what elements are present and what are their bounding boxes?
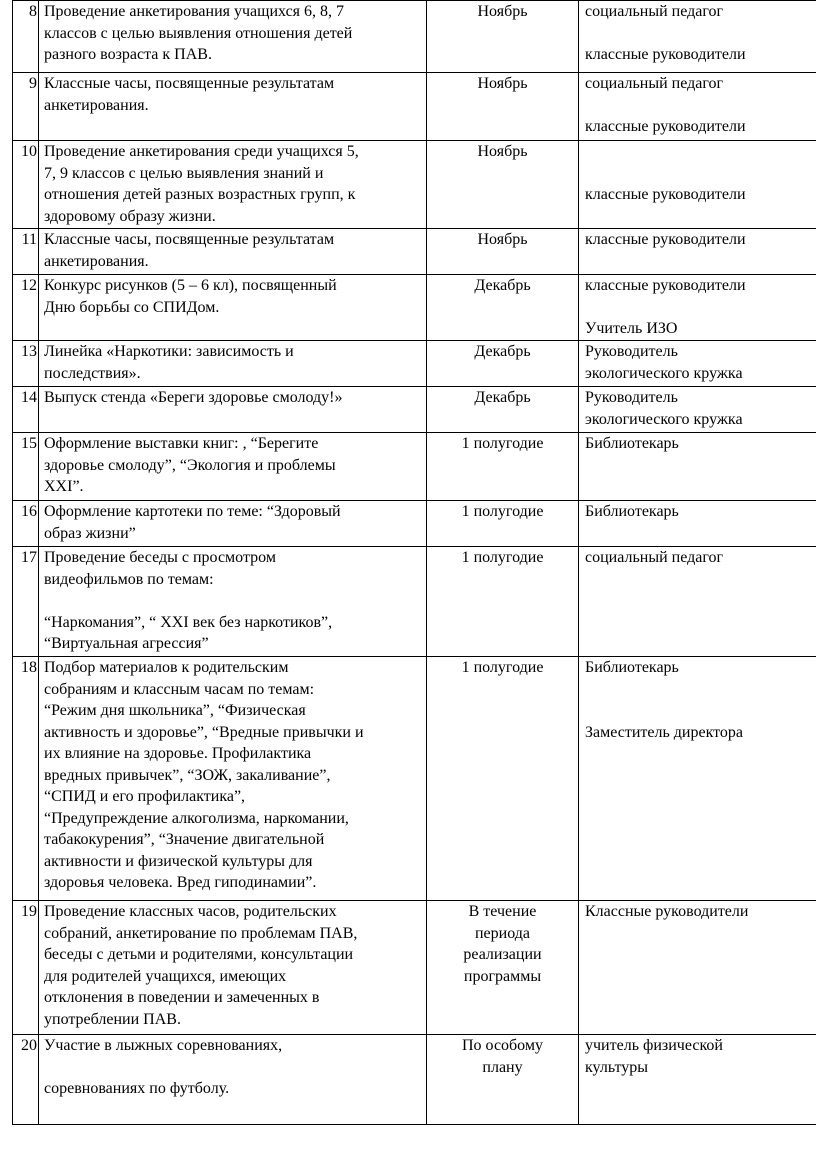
responsible-cell-line: классные руководители xyxy=(585,277,746,294)
activity-cell-line: образ жизни” xyxy=(44,524,136,542)
table-row xyxy=(13,547,816,657)
table-row xyxy=(13,73,816,141)
activity-cell-line: Подбор материалов к родительским xyxy=(44,659,289,676)
period-cell-line: В течение xyxy=(468,903,537,920)
activity-cell-line: отношения детей разных возрастных групп, к xyxy=(44,186,356,203)
responsible-cell xyxy=(579,501,816,547)
period-cell xyxy=(427,1035,579,1125)
activity-cell-line: отклонения в поведении и замеченных в xyxy=(44,989,320,1006)
activity-cell xyxy=(39,275,427,341)
period-cell-line: реализации xyxy=(463,946,542,963)
responsible-cell-line: классные руководители xyxy=(585,46,746,63)
activity-cell-line: здоровье смолоду”, “Экология и проблемы xyxy=(44,456,336,474)
responsible-cell-line: классные руководители xyxy=(585,186,746,203)
spacer xyxy=(585,297,816,319)
responsible-cell-line: Библиотекарь xyxy=(585,659,679,676)
row-number: 19 xyxy=(13,901,39,1035)
row-number: 9 xyxy=(13,73,39,141)
activity-cell-line: активности и физической культуры для xyxy=(44,852,313,870)
activity-cell-line: табакокурения”, “Значение двигательной xyxy=(44,831,325,848)
responsible-cell xyxy=(579,73,816,141)
table-row xyxy=(13,275,816,341)
activity-cell-line: “СПИД и его профилактика”, xyxy=(44,788,246,805)
activity-cell-line: “Наркомания”, “ XXI век без наркотиков”, xyxy=(44,613,333,631)
activity-cell-line: Проведение классных часов, родительских xyxy=(44,903,337,920)
table-row xyxy=(13,229,816,275)
spacer xyxy=(44,1057,424,1079)
row-number: 14 xyxy=(13,387,39,433)
responsible-cell-line: социальный педагог xyxy=(585,75,724,92)
activity-cell-line: анкетирования. xyxy=(44,96,149,114)
responsible-cell-line: культуры xyxy=(585,1058,649,1076)
activity-cell-line: анкетирования. xyxy=(44,252,149,270)
responsible-cell-line: классные руководители xyxy=(585,231,746,248)
responsible-cell-line: Заместитель директора xyxy=(585,723,744,741)
period-cell xyxy=(427,387,579,433)
activity-cell xyxy=(39,387,427,433)
spacer xyxy=(44,590,424,612)
responsible-cell-line: классные руководители xyxy=(585,118,746,135)
responsible-cell-line: социальный педагог xyxy=(585,3,724,20)
activity-cell xyxy=(39,901,427,1035)
period-cell-line: Ноябрь xyxy=(477,3,528,20)
period-cell-line: 1 полугодие xyxy=(461,503,544,520)
period-cell-line: Декабрь xyxy=(474,277,531,294)
period-cell-line: Декабрь xyxy=(474,389,531,406)
responsible-cell xyxy=(579,901,816,1035)
activity-cell-line: “Виртуальная агрессия” xyxy=(44,635,209,652)
row-number: 20 xyxy=(13,1035,39,1125)
activity-cell xyxy=(39,73,427,141)
table-row xyxy=(13,433,816,501)
responsible-cell xyxy=(579,229,816,275)
table-row xyxy=(13,387,816,433)
activity-cell xyxy=(39,657,427,901)
spacer xyxy=(585,679,816,701)
spacer xyxy=(585,163,816,185)
responsible-cell-line: Учитель ИЗО xyxy=(585,320,678,337)
activity-cell-line: XXI”. xyxy=(44,478,84,495)
responsible-cell xyxy=(579,1035,816,1125)
activity-cell-line: разного возраста к ПАВ. xyxy=(44,46,212,63)
activity-cell-line: активность и здоровье”, “Вредные привычки и xyxy=(44,723,364,741)
period-cell xyxy=(427,73,579,141)
row-number: 16 xyxy=(13,501,39,547)
period-cell-line: 1 полугодие xyxy=(461,659,544,676)
period-cell xyxy=(427,275,579,341)
activity-cell-line: собраниям и классным часам по темам: xyxy=(44,680,315,698)
activity-cell-line: Выпуск стенда «Береги здоровье смолоду!» xyxy=(44,389,343,406)
period-cell xyxy=(427,141,579,229)
activity-cell-line: употреблении ПАВ. xyxy=(44,1010,181,1028)
activity-cell-line: Конкурс рисунков (5 – 6 кл), посвященный xyxy=(44,277,337,294)
spacer xyxy=(585,700,816,722)
activity-cell xyxy=(39,1,427,73)
activity-cell-line: “Предупреждение алкоголизма, наркомании, xyxy=(44,809,349,827)
period-cell-line: Ноябрь xyxy=(477,143,528,160)
activity-cell-line: Проведение анкетирования учащихся 6, 8, 7 xyxy=(44,3,345,20)
activity-cell-line: их влияние на здоровье. Профилактика xyxy=(44,745,312,762)
activity-cell xyxy=(39,229,427,275)
activity-cell xyxy=(39,547,427,657)
responsible-cell xyxy=(579,341,816,387)
activity-cell-line: Оформление выставки книг: , “Берегите xyxy=(44,435,319,452)
row-number: 11 xyxy=(13,229,39,275)
table-row xyxy=(13,1,816,73)
activity-cell-line: Классные часы, посвященные результатам xyxy=(44,75,335,92)
period-cell xyxy=(427,341,579,387)
row-number: 8 xyxy=(13,1,39,73)
period-cell xyxy=(427,229,579,275)
activity-cell-line: Классные часы, посвященные результатам xyxy=(44,231,335,248)
responsible-cell xyxy=(579,547,816,657)
table-row xyxy=(13,657,816,901)
table-row xyxy=(13,341,816,387)
responsible-cell-line: Классные руководители xyxy=(585,903,749,920)
responsible-cell-line: Руководитель xyxy=(585,343,678,360)
row-number: 15 xyxy=(13,433,39,501)
period-cell-line: программы xyxy=(463,967,542,985)
period-cell-line: плану xyxy=(482,1058,523,1076)
responsible-cell xyxy=(579,141,816,229)
spacer xyxy=(585,95,816,117)
period-cell xyxy=(427,1,579,73)
period-cell-line: Ноябрь xyxy=(477,75,528,92)
activity-cell xyxy=(39,1035,427,1125)
activity-cell-line: “Режим дня школьника”, “Физическая xyxy=(44,702,306,719)
responsible-cell xyxy=(579,1,816,73)
period-cell-line: 1 полугодие xyxy=(461,549,544,566)
table-body xyxy=(13,1,816,1125)
responsible-cell-line: экологического кружка xyxy=(585,364,743,382)
table-row xyxy=(13,1035,816,1125)
activity-cell-line: Проведение беседы с просмотром xyxy=(44,549,276,566)
period-cell xyxy=(427,657,579,901)
row-number: 17 xyxy=(13,547,39,657)
table-row xyxy=(13,501,816,547)
period-cell xyxy=(427,501,579,547)
responsible-cell-line: экологического кружка xyxy=(585,410,743,428)
responsible-cell-line: социальный педагог xyxy=(585,549,724,566)
activities-table xyxy=(12,0,816,1125)
activity-cell xyxy=(39,341,427,387)
activity-cell xyxy=(39,141,427,229)
responsible-cell-line: учитель физической xyxy=(585,1037,723,1054)
period-cell-line: Ноябрь xyxy=(477,231,528,248)
period-cell xyxy=(427,901,579,1035)
activity-cell xyxy=(39,433,427,501)
spacer xyxy=(585,23,816,45)
activity-cell-line: беседы с детьми и родителями, консультации xyxy=(44,946,354,963)
activity-cell-line: классов с целью выявления отношения детей xyxy=(44,24,353,42)
activity-cell-line: Участие в лыжных соревнованиях, xyxy=(44,1037,283,1054)
spacer xyxy=(585,141,816,163)
period-cell xyxy=(427,433,579,501)
activity-cell-line: собраний, анкетирование по проблемам ПАВ, xyxy=(44,924,358,942)
table-row xyxy=(13,901,816,1035)
period-cell-line: Декабрь xyxy=(474,343,531,360)
row-number: 12 xyxy=(13,275,39,341)
activity-cell-line: для родителей учащихся, имеющих xyxy=(44,967,287,985)
activity-cell-line: вредных привычек”, “ЗОЖ, закаливание”, xyxy=(44,766,331,784)
activity-cell-line: Оформление картотеки по теме: “Здоровый xyxy=(44,503,341,520)
activity-cell xyxy=(39,501,427,547)
activity-cell-line: Линейка «Наркотики: зависимость и xyxy=(44,343,294,360)
row-number: 10 xyxy=(13,141,39,229)
period-cell-line: 1 полугодие xyxy=(461,435,544,452)
period-cell-line: периода xyxy=(474,924,530,942)
row-number: 13 xyxy=(13,341,39,387)
responsible-cell-line: Руководитель xyxy=(585,389,678,406)
activity-cell-line: видеофильмов по темам: xyxy=(44,570,214,588)
period-cell-line: По особому xyxy=(461,1037,543,1054)
activity-cell-line: Дню борьбы со СПИДом. xyxy=(44,298,220,316)
table-row xyxy=(13,141,816,229)
activity-cell-line: последствия». xyxy=(44,364,141,382)
responsible-cell xyxy=(579,275,816,341)
period-cell xyxy=(427,547,579,657)
activity-cell-line: здоровья человека. Вред гиподинамии”. xyxy=(44,874,317,891)
responsible-cell xyxy=(579,657,816,901)
responsible-cell xyxy=(579,387,816,433)
responsible-cell-line: Библиотекарь xyxy=(585,435,679,452)
responsible-cell-line: Библиотекарь xyxy=(585,503,679,520)
row-number: 18 xyxy=(13,657,39,901)
activity-cell-line: Проведение анкетирования среди учащихся 5, xyxy=(44,143,359,160)
responsible-cell xyxy=(579,433,816,501)
activity-cell-line: здоровому образу жизни. xyxy=(44,207,216,225)
activity-cell-line: соревнованиях по футболу. xyxy=(44,1080,230,1097)
activity-cell-line: 7, 9 классов с целью выявления знаний и xyxy=(44,164,324,182)
